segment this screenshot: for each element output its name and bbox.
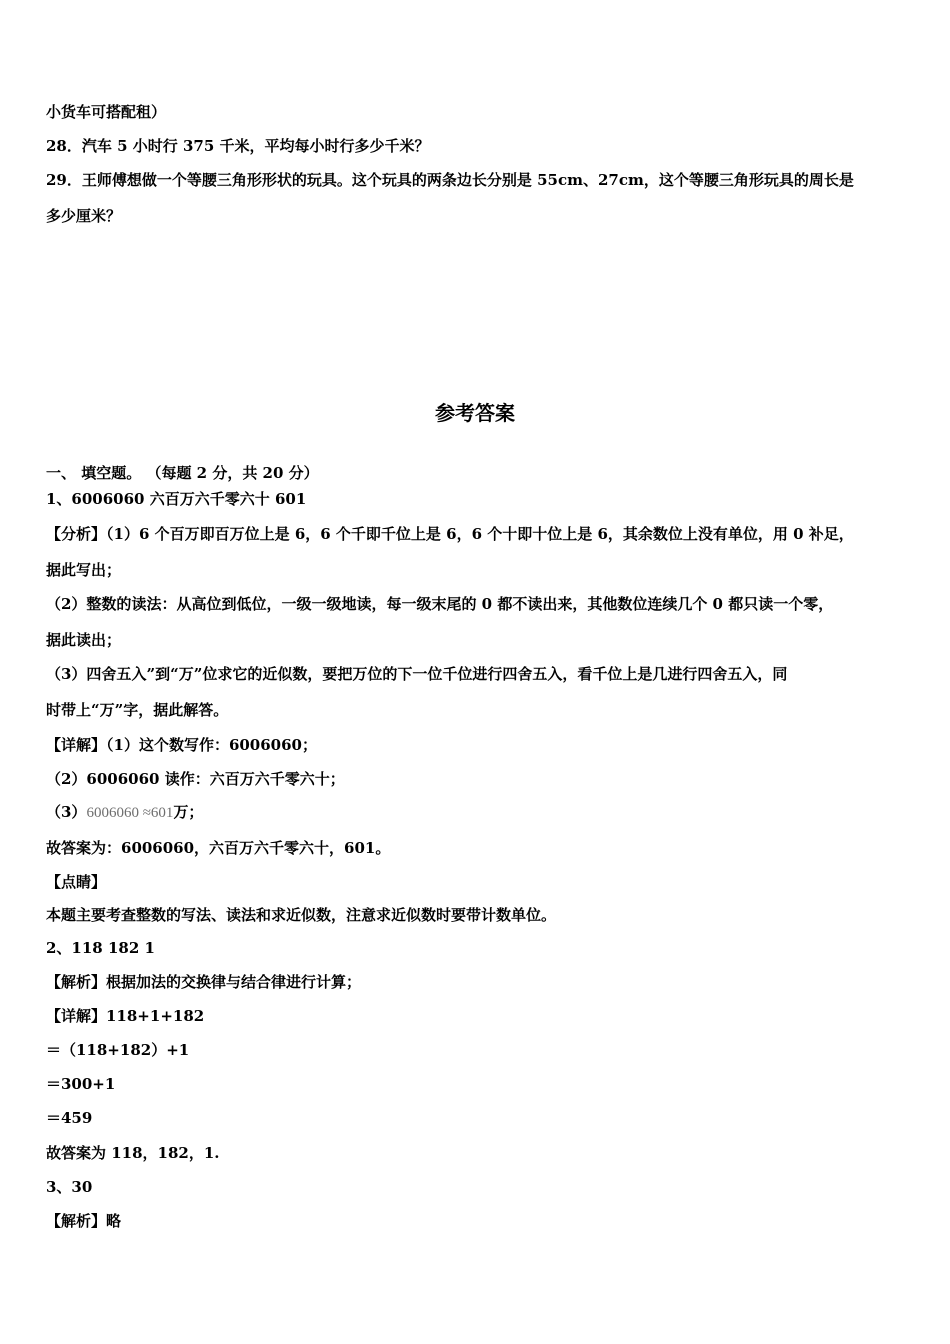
answer-3-analysis: 【解析】略 (46, 1212, 122, 1230)
answer-1: 1、6006060 六百万六千零六十 601 (46, 490, 307, 508)
answer-2-detail-line-4: ＝459 (46, 1109, 93, 1127)
answer-2-detail-line-1: 【详解】118+1+182 (46, 1007, 205, 1025)
answer-2-detail-line-2: ＝（118+182）+1 (46, 1041, 190, 1059)
answer-1-detail-line-1: 【详解】（1）这个数写作：6006060； (46, 736, 317, 754)
answers-title: 参考答案 (435, 401, 515, 425)
answer-1-detail-line-2: （2）6006060 读作：六百万六千零六十； (46, 770, 345, 788)
answer-1-conclusion: 故答案为：6006060，六百万六千零六十，601。 (46, 839, 391, 857)
answer-1-analysis-line-1: 【分析】（1）6 个百万即百万位上是 6，6 个千即千位上是 6，6 个十即十位上是 6，其余数位上没有单位，用 0 补足， (46, 525, 854, 543)
question-28: 28．汽车 5 小时行 375 千米，平均每小时行多少千米？ (46, 137, 430, 155)
approximation-formula: 6006060 ≈601 (86, 805, 174, 821)
answer-1-analysis-line-2: 据此写出； (46, 561, 122, 579)
answer-1-analysis-line-5: （3）四舍五入”到“万”位求它的近似数，要把万位的下一位千位进行四舍五入，看千位上是几进行四舍五入，同 (46, 665, 788, 683)
question-29-line-2: 多少厘米？ (46, 207, 122, 225)
answer-3: 3、30 (46, 1178, 93, 1196)
answer-1-point-label: 【点睛】 (46, 873, 107, 891)
answer-2-analysis: 【解析】根据加法的交换律与结合律进行计算； (46, 973, 362, 991)
answer-1-point: 本题主要考查整数的写法、读法和求近似数，注意求近似数时要带计数单位。 (46, 906, 557, 924)
answer-2: 2、118 182 1 (46, 939, 155, 957)
detail-3-prefix: （3） (46, 803, 87, 821)
answer-1-detail-line-3 (46, 802, 910, 823)
answer-1-analysis-line-6: 时带上“万”字，据此解答。 (46, 701, 229, 719)
answer-2-detail-line-3: ＝300+1 (46, 1075, 116, 1093)
answer-1-analysis-line-4: 据此读出； (46, 631, 122, 649)
question-27-tail: 小货车可搭配租） (46, 103, 167, 121)
question-29-line-1: 29．王师傅想做一个等腰三角形形状的玩具。这个玩具的两条边长分别是 55cm、27cm，这个等腰三角形玩具的周长是 (46, 171, 854, 189)
answer-2-conclusion: 故答案为 118，182，1. (46, 1144, 220, 1162)
answer-1-analysis-line-3: （2）整数的读法：从高位到低位，一级一级地读，每一级末尾的 0 都不读出来，其他数位连续几个 0 都只读一个零， (46, 595, 834, 613)
detail-3-suffix: 万； (173, 803, 204, 821)
section-1-heading: 一、 填空题。 （每题 2 分，共 20 分） (46, 464, 319, 482)
